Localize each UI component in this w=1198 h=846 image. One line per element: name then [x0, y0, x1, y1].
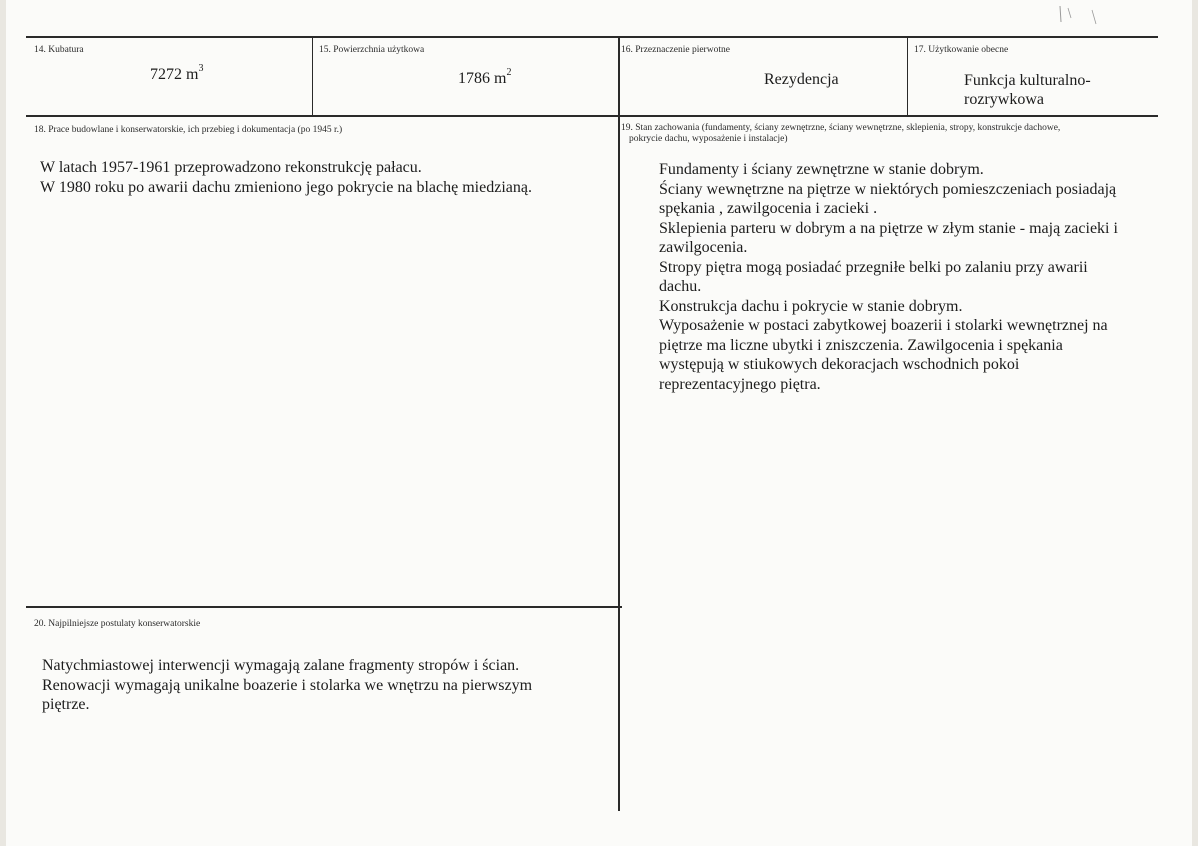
field-19-line: Konstrukcja dachu i pokrycie w stanie dobrym. — [659, 297, 963, 315]
field-15-value — [458, 67, 512, 88]
field-20-line: Renowacji wymagają unikalne boazerie i stolarka we wnętrzu na pierwszym — [42, 676, 533, 694]
field-18-line: W 1980 roku po awarii dachu zmieniono jego pokrycie na blachę miedzianą. — [40, 178, 532, 196]
field-20-line: Natychmiastowej interwencji wymagają zalane fragmenty stropów i ścian. — [42, 657, 520, 674]
header-row-rule — [26, 115, 1158, 117]
field-14-value — [150, 63, 204, 84]
field-19-line: Sklepienia parteru w dobrym a na piętrze w złym stanie - mają zacieki i — [659, 219, 1118, 237]
field-19-line: dachu. — [659, 278, 702, 295]
section-20-rule — [26, 606, 622, 608]
field-19-line: występują w stiukowych dekoracjach wschodnich pokoi — [659, 356, 1020, 373]
field-19-line: reprezentacyjnego piętra. — [659, 375, 821, 393]
field-15-label: 15. Powierzchnia użytkowa — [319, 45, 425, 55]
field-16-label: 16. Przeznaczenie pierwotne — [621, 45, 730, 55]
field-17-line: Funkcja kulturalno- — [964, 72, 1091, 89]
field-17-line: rozrywkowa — [964, 91, 1044, 108]
field-17-value — [964, 71, 1091, 109]
field-19-line: spękania , zawilgocenia i zacieki . — [659, 200, 878, 217]
field-19-line: Wyposażenie w postaci zabytkowej boazerii i stolarki wewnętrznej na — [659, 317, 1108, 334]
field-18-label: 18. Prace budowlane i konserwatorskie, ich przebieg i dokumentacja (po 1945 r.) — [34, 125, 343, 135]
field-18-text — [40, 158, 532, 197]
field-19-label-line: 19. Stan zachowania (fundamenty, ściany zewnętrzne, ściany wewnętrzne, sklepienia, stropy, konstrukcje dachowe, — [621, 123, 1061, 133]
field-14-label: 14. Kubatura — [34, 45, 84, 55]
field-19-label — [621, 123, 1060, 145]
field-19-line: piętrze ma liczne ubytki i zniszczenia. Zawilgocenia i spękania — [659, 336, 1063, 354]
field-20-label: 20. Najpilniejsze postulaty konserwatorskie — [34, 619, 201, 629]
field-20-text — [42, 656, 532, 715]
field-19-line: Stropy piętra mogą posiadać przegniłe belki po zalaniu przy awarii — [659, 258, 1088, 276]
pencil-marks — [1046, 0, 1126, 30]
field-15-exponent: 2 — [506, 67, 512, 78]
divider-14-15 — [312, 36, 313, 116]
field-18-line: W latach 1957-1961 przeprowadzono rekonstrukcję pałacu. — [40, 159, 422, 176]
field-14-exponent: 3 — [198, 63, 204, 74]
field-15-number: 1786 m — [458, 70, 507, 87]
divider-main — [618, 36, 620, 811]
field-19-line: Fundamenty i ściany zewnętrzne w stanie dobrym. — [659, 161, 984, 178]
field-14-number: 7272 m — [150, 66, 199, 83]
field-20-line: piętrze. — [42, 696, 90, 713]
field-19-line: Ściany wewnętrzne na piętrze w niektórych pomieszczeniach posiadają — [659, 180, 1117, 198]
form-sheet — [6, 0, 1192, 846]
field-19-line: zawilgocenia. — [659, 239, 748, 256]
top-rule — [26, 36, 1158, 38]
field-19-text — [659, 160, 1118, 394]
field-16-value: Rezydencja — [764, 71, 839, 88]
field-17-label: 17. Użytkowanie obecne — [914, 45, 1009, 55]
divider-16-17 — [907, 36, 908, 116]
field-19-label-line: pokrycie dachu, wyposażenie i instalacje) — [629, 134, 788, 144]
